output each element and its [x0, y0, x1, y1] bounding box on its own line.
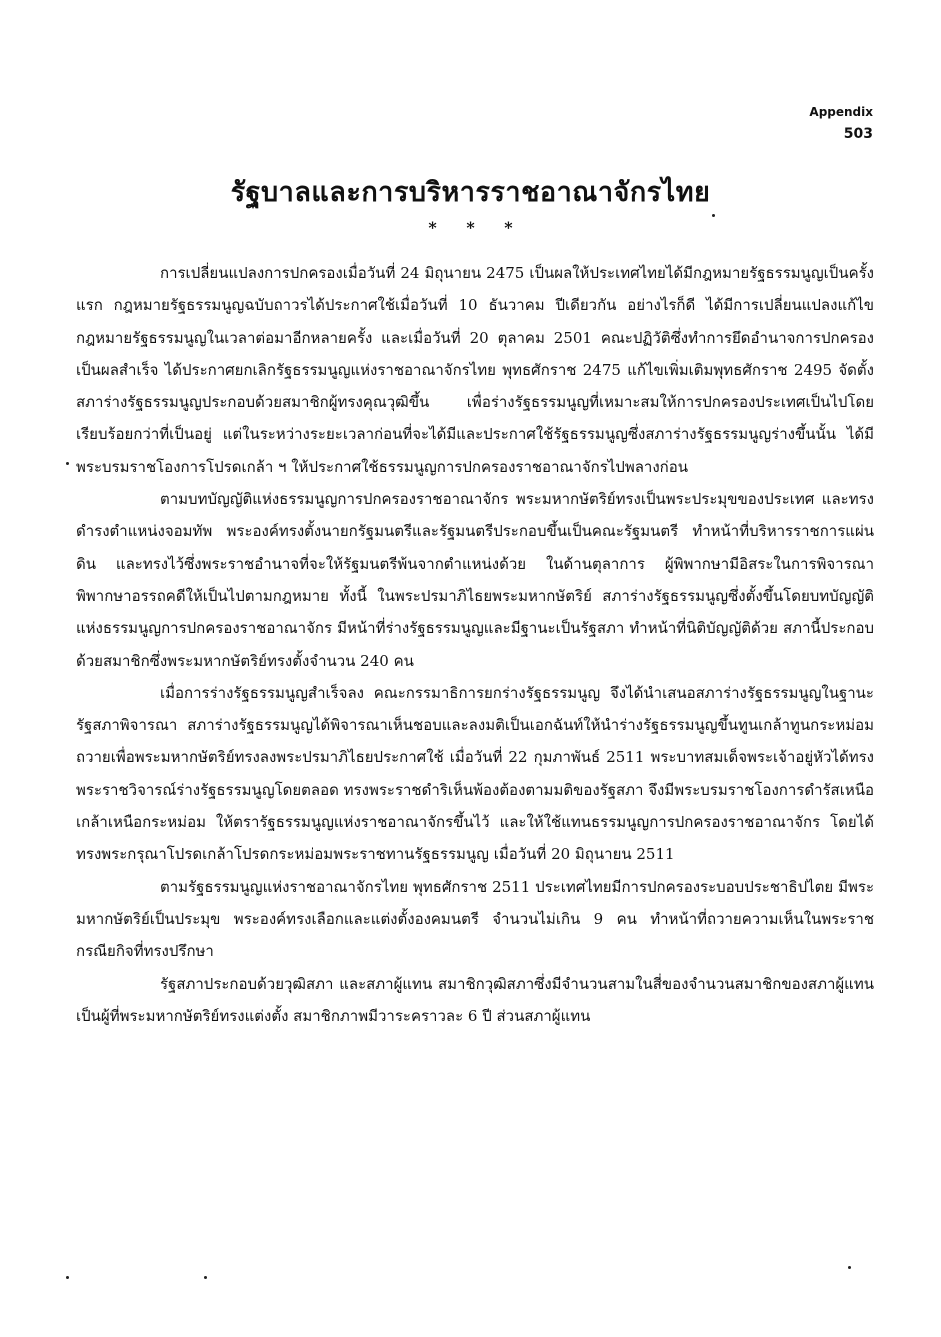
paragraph: เมื่อการร่างรัฐธรรมนูญสำเร็จลง คณะกรรมาธิการยกร่างรัฐธรรมนูญ จึงได้นำเสนอสภาร่างรัฐธรรมนูญในฐานะรัฐสภาพิจารณา สภาร่างรัฐธรรมนูญได้พิจารณาเห็นชอบและลงมติเป็นเอกฉันท์ให้นำร่างรัฐธรรมนูญขึ้นทูนเกล้าทูนกระหม่อมถวายเพื่อพระมหากษัตริย์ทรงลงพระปรมาภิไธยประกาศใช้ เมื่อวันที่ 22 กุมภาพันธ์ 2511 พระบาทสมเด็จพระเจ้าอยู่หัวได้ทรงพระราชวิจารณ์ร่างรัฐธรรมนูญโดยตลอด ทรงพระราชดำริเห็นพ้องต้องตามมติของรัฐสภา จึงมีพระบรมราชโองการดำรัสเหนือเกล้าเหนือกระหม่อม ให้ตรารัฐธรรมนูญแห่งราชอาณาจักรขึ้นไว้ และให้ใช้แทนธรรมนูญการปกครองราชอาณาจักร โดยได้ทรงพระกรุณาโปรดเกล้าโปรดกระหม่อมพระราชทานรัฐธรรมนูญ เมื่อวันที่ 20 มิถุนายน 2511	[76, 683, 874, 864]
page-title: รัฐบาลและการบริหารราชอาณาจักรไทย	[230, 177, 711, 208]
ornament-divider: * * *	[428, 218, 513, 237]
scan-speck	[848, 1266, 851, 1269]
running-head	[809, 104, 873, 142]
scan-speck	[712, 214, 715, 217]
scan-speck	[66, 1276, 69, 1279]
paragraph: รัฐสภาประกอบด้วยวุฒิสภา และสภาผู้แทน สมาชิกวุฒิสภาซึ่งมีจำนวนสามในสี่ของจำนวนสมาชิกของสภาผู้แทน เป็นผู้ที่พระมหากษัตริย์ทรงแต่งตั้ง สมาชิกภาพมีวาระคราวละ 6 ปี ส่วนสภาผู้แทน	[76, 974, 874, 1025]
scan-speck	[66, 462, 69, 465]
section-label: Appendix	[809, 105, 873, 119]
paragraph: การเปลี่ยนแปลงการปกครองเมื่อวันที่ 24 มิถุนายน 2475 เป็นผลให้ประเทศไทยได้มีกฎหมายรัฐธรรมนูญเป็นครั้งแรก กฎหมายรัฐธรรมนูญฉบับถาวรได้ประกาศใช้เมื่อวันที่ 10 ธันวาคม ปีเดียวกัน อย่างไรก็ดี ได้มีการเปลี่ยนแปลงแก้ไขกฎหมายรัฐธรรมนูญในเวลาต่อมาอีกหลายครั้ง และเมื่อวันที่ 20 ตุลาคม 2501 คณะปฏิวัติซึ่งทำการยึดอำนาจการปกครองเป็นผลสำเร็จ ได้ประกาศยกเลิกรัฐธรรมนูญแห่งราชอาณาจักรไทย พุทธศักราช 2475 แก้ไขเพิ่มเติมพุทธศักราช 2495 จัดตั้งสภาร่างรัฐธรรมนูญประกอบด้วยสมาชิกผู้ทรงคุณวุฒิขึ้น เพื่อร่างรัฐธรรมนูญที่เหมาะสมให้การปกครองประเทศเป็นไปโดยเรียบร้อยกว่าที่เป็นอยู่ แต่ในระหว่างระยะเวลาก่อนที่จะได้มีและประกาศใช้รัฐธรรมนูญซึ่งสภาร่างรัฐธรรมนูญร่างขึ้นนั้น ได้มีพระบรมราชโองการโปรดเกล้า ฯ ให้ประกาศใช้ธรรมนูญการปกครองราชอาณาจักรไปพลางก่อน	[76, 264, 874, 476]
paragraph: ตามบทบัญญัติแห่งธรรมนูญการปกครองราชอาณาจักร พระมหากษัตริย์ทรงเป็นพระประมุขของประเทศ และทรงดำรงตำแหน่งจอมทัพ พระองค์ทรงตั้งนายกรัฐมนตรีและรัฐมนตรีประกอบขึ้นเป็นคณะรัฐมนตรี ทำหน้าที่บริหารราชการแผ่นดิน และทรงไว้ซึ่งพระราชอำนาจที่จะให้รัฐมนตรีพ้นจากตำแหน่งด้วย ในด้านตุลาการ ผู้พิพากษามีอิสระในการพิจารณาพิพากษาอรรถคดีให้เป็นไปตามกฎหมาย ทั้งนี้ ในพระปรมาภิไธยพระมหากษัตริย์ สภาร่างรัฐธรรมนูญซึ่งตั้งขึ้นโดยบทบัญญัติแห่งธรรมนูญการปกครองราชอาณาจักร มีหน้าที่ร่างรัฐธรรมนูญและมีฐานะเป็นรัฐสภา ทำหน้าที่นิติบัญญัติด้วย สภานี้ประกอบด้วยสมาชิกซึ่งพระมหากษัตริย์ทรงตั้งจำนวน 240 คน	[76, 490, 874, 670]
body-text	[76, 257, 874, 1032]
scan-speck	[204, 1276, 207, 1279]
paragraph: ตามรัฐธรรมนูญแห่งราชอาณาจักรไทย พุทธศักราช 2511 ประเทศไทยมีการปกครองระบอบประชาธิปไตย มีพระมหากษัตริย์เป็นประมุข พระองค์ทรงเลือกและแต่งตั้งองคมนตรี จำนวนไม่เกิน 9 คน ทำหน้าที่ถวายความเห็นในพระราชกรณียกิจที่ทรงปรึกษา	[76, 877, 874, 961]
page-number: 503	[843, 126, 873, 142]
